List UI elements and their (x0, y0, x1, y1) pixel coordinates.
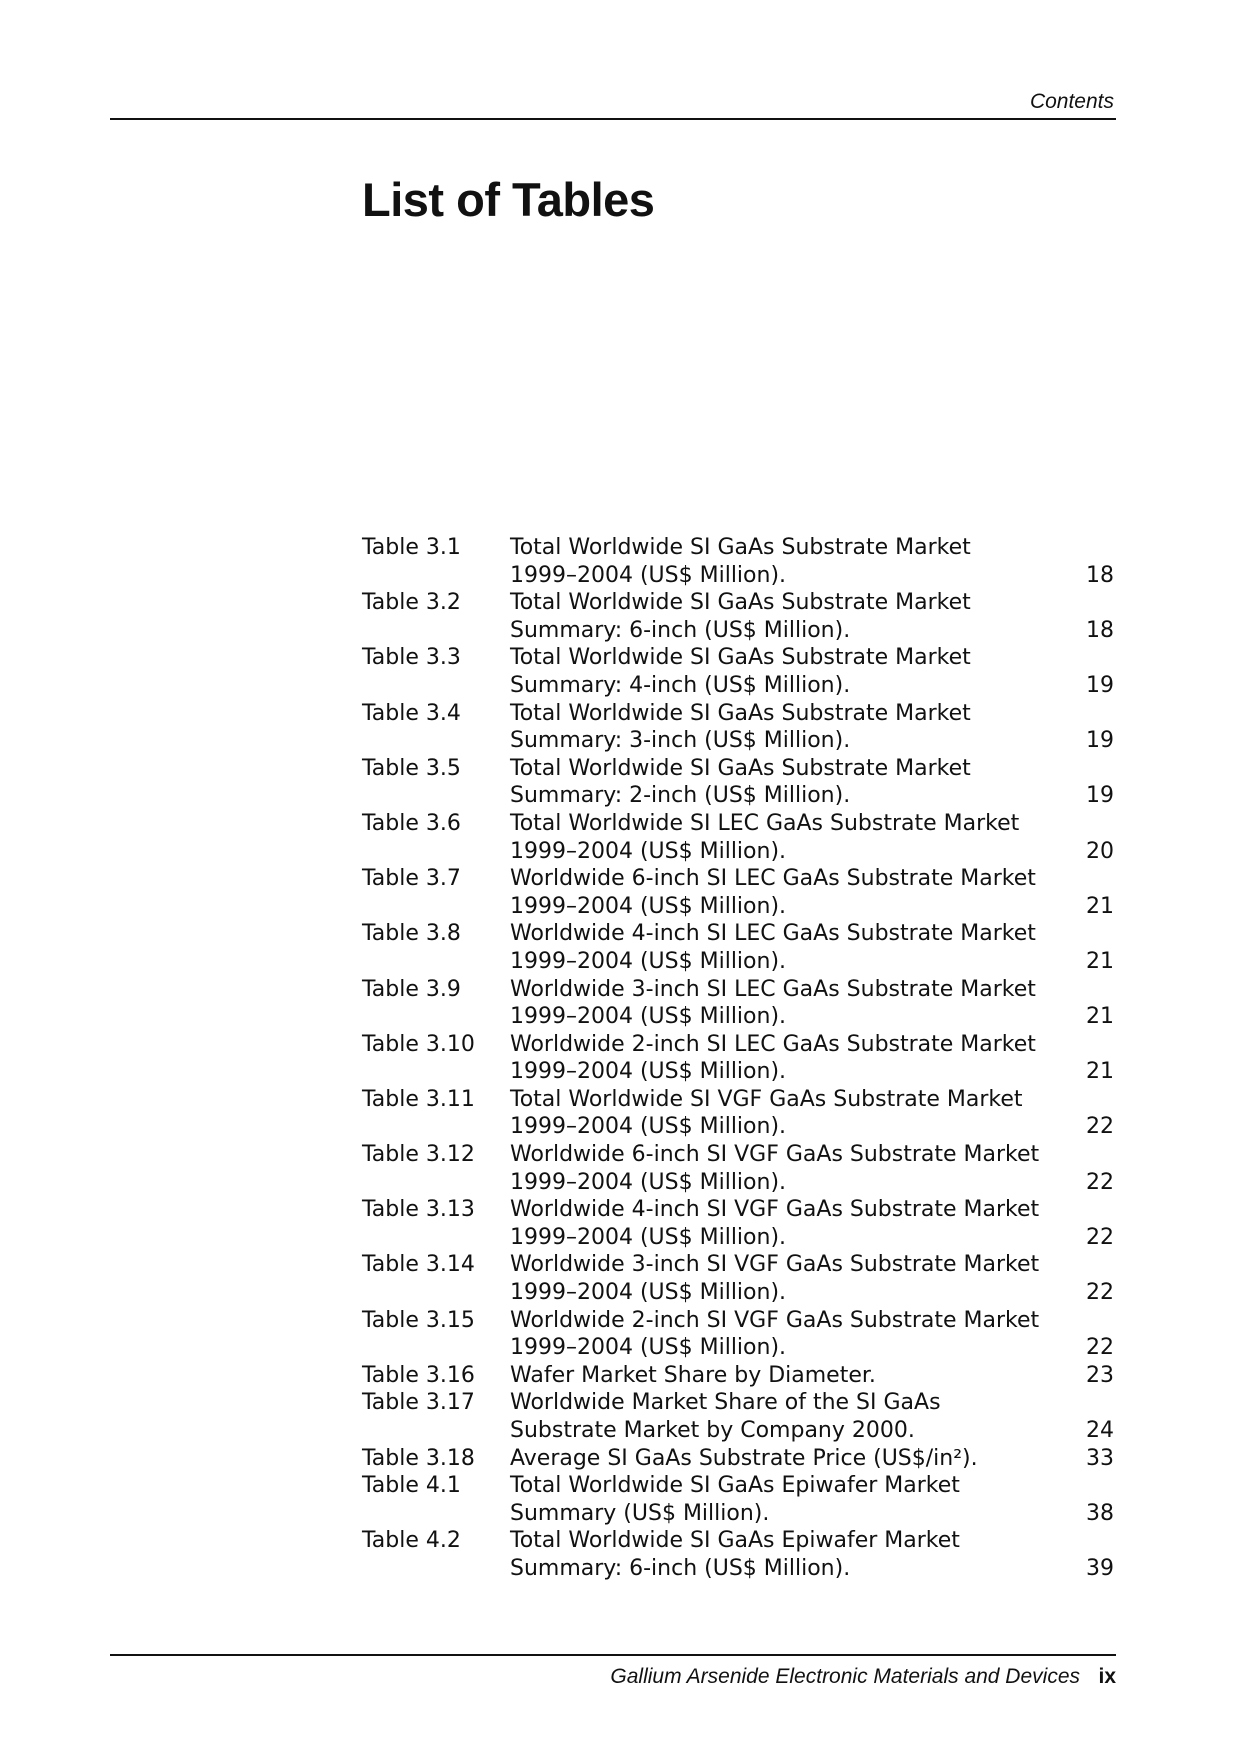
table-caption-line: 1999–2004 (US$ Million). (510, 1280, 787, 1306)
table-caption-line: 1999–2004 (US$ Million). (510, 1169, 787, 1195)
table-caption-line: 1999–2004 (US$ Million). (510, 1059, 787, 1085)
table-entry (362, 1086, 1114, 1141)
table-number: Table 3.18 (362, 1445, 475, 1471)
table-list (362, 534, 1114, 1583)
table-entry (362, 644, 1114, 699)
table-entry (362, 1362, 1114, 1390)
table-entry (362, 589, 1114, 644)
table-caption-line: Worldwide 4-inch SI LEC GaAs Substrate Market (510, 921, 1036, 947)
table-caption-line: Worldwide 3-inch SI LEC GaAs Substrate Market (510, 976, 1036, 1002)
page-number: 38 (1086, 1500, 1114, 1526)
table-caption (510, 644, 1054, 699)
table-entry (362, 976, 1114, 1031)
table-caption-line: Total Worldwide SI GaAs Epiwafer Market (510, 1528, 960, 1554)
table-number: Table 3.11 (362, 1086, 475, 1112)
table-number: Table 3.4 (362, 700, 461, 726)
table-caption-line: Total Worldwide SI GaAs Substrate Market (510, 645, 971, 671)
table-entry (362, 920, 1114, 975)
table-entry (362, 810, 1114, 865)
table-caption (510, 1527, 1054, 1582)
table-caption-line: 1999–2004 (US$ Million). (510, 1004, 787, 1030)
table-number: Table 3.2 (362, 590, 461, 616)
table-caption-line: Summary (US$ Million). (510, 1500, 770, 1526)
table-caption (510, 1086, 1054, 1141)
table-caption-line: Substrate Market by Company 2000. (510, 1418, 915, 1443)
table-caption (510, 1445, 1054, 1473)
table-caption (510, 1196, 1054, 1251)
table-entry (362, 1472, 1114, 1527)
page-number: 18 (1086, 562, 1114, 588)
table-caption (510, 1251, 1054, 1306)
table-number: Table 3.16 (362, 1362, 475, 1388)
table-caption (510, 755, 1054, 810)
table-entry (362, 1251, 1114, 1306)
table-caption (510, 865, 1054, 920)
page-number: 22 (1086, 1224, 1114, 1250)
table-caption-line: Worldwide 4-inch SI VGF GaAs Substrate Market (510, 1197, 1040, 1223)
table-caption (510, 810, 1054, 865)
table-entry (362, 1445, 1114, 1473)
table-caption (510, 1389, 1054, 1444)
table-entry (362, 865, 1114, 920)
table-caption (510, 1141, 1054, 1196)
page-number: 19 (1086, 672, 1114, 698)
table-caption-line: Summary: 3-inch (US$ Million). (510, 728, 851, 754)
table-entry (362, 1389, 1114, 1444)
table-caption-line: 1999–2004 (US$ Million). (510, 948, 787, 974)
page-title: List of Tables (362, 173, 655, 226)
header-rule (110, 118, 1116, 120)
table-number: Table 3.12 (362, 1142, 475, 1168)
page-number: 22 (1086, 1335, 1114, 1361)
table-number: Table 3.9 (362, 976, 461, 1002)
table-caption-line: 1999–2004 (US$ Million). (510, 562, 787, 588)
table-caption-line: Wafer Market Share by Diameter. (510, 1362, 876, 1388)
table-caption-line: Worldwide 3-inch SI VGF GaAs Substrate Market (510, 1252, 1040, 1278)
table-caption-line: Worldwide 6-inch SI LEC GaAs Substrate Market (510, 866, 1036, 892)
table-caption-line: 1999–2004 (US$ Million). (510, 1114, 787, 1140)
page-number: 33 (1086, 1445, 1114, 1471)
table-number: Table 3.3 (362, 645, 461, 671)
page-number: 19 (1086, 783, 1114, 809)
table-number: Table 3.14 (362, 1252, 475, 1278)
table-number: Table 3.8 (362, 921, 461, 947)
table-number: Table 4.2 (362, 1528, 461, 1554)
page-number: 21 (1086, 1004, 1114, 1030)
table-number: Table 3.10 (362, 1031, 475, 1057)
table-caption-line: 1999–2004 (US$ Million). (510, 1335, 787, 1361)
table-caption-line: Total Worldwide SI GaAs Substrate Market (510, 590, 971, 616)
table-caption-line: Summary: 2-inch (US$ Million). (510, 783, 851, 809)
table-caption-line: Total Worldwide SI GaAs Substrate Market (510, 700, 971, 726)
table-caption (510, 1362, 1054, 1390)
page-number: 22 (1086, 1169, 1114, 1195)
page-number: 22 (1086, 1114, 1114, 1140)
table-caption (510, 534, 1054, 589)
table-caption (510, 1031, 1054, 1086)
table-entry (362, 1141, 1114, 1196)
table-caption (510, 976, 1054, 1031)
table-caption-line: Total Worldwide SI GaAs Substrate Market (510, 755, 971, 781)
table-caption-line: Worldwide 2-inch SI VGF GaAs Substrate Market (510, 1307, 1040, 1333)
table-caption (510, 1472, 1054, 1527)
page-number: 24 (1086, 1418, 1114, 1443)
table-number: Table 3.13 (362, 1197, 475, 1223)
table-caption (510, 1307, 1054, 1362)
table-caption-line: 1999–2004 (US$ Million). (510, 893, 787, 919)
table-caption-line: 1999–2004 (US$ Million). (510, 1224, 787, 1250)
page-number: 39 (1086, 1555, 1114, 1581)
page-number: 22 (1086, 1280, 1114, 1306)
table-caption-line: Average SI GaAs Substrate Price (US$/in²). (510, 1445, 978, 1471)
page-number: 18 (1086, 617, 1114, 643)
page-number: 23 (1086, 1362, 1114, 1388)
table-number: Table 3.6 (362, 810, 461, 836)
table-caption (510, 920, 1054, 975)
table-caption-line: Total Worldwide SI GaAs Substrate Market (510, 535, 971, 560)
table-caption-line: Worldwide Market Share of the SI GaAs (510, 1390, 941, 1416)
page-number: 20 (1086, 838, 1114, 864)
table-entry (362, 1031, 1114, 1086)
table-entry (362, 700, 1114, 755)
table-number: Table 3.17 (362, 1390, 475, 1416)
table-caption-line: Worldwide 2-inch SI LEC GaAs Substrate Market (510, 1031, 1036, 1057)
table-entry (362, 1307, 1114, 1362)
table-caption (510, 589, 1054, 644)
page-number: 19 (1086, 728, 1114, 754)
table-entry (362, 755, 1114, 810)
table-entry (362, 534, 1114, 589)
table-entry (362, 1196, 1114, 1251)
table-caption-line: Total Worldwide SI LEC GaAs Substrate Market (510, 810, 1020, 836)
table-number: Table 3.15 (362, 1307, 475, 1333)
table-caption-line: Summary: 4-inch (US$ Million). (510, 672, 851, 698)
table-caption-line: Total Worldwide SI GaAs Epiwafer Market (510, 1473, 960, 1499)
footer-page-number: ix (1098, 1665, 1116, 1688)
table-entry (362, 1527, 1114, 1582)
page-number: 21 (1086, 1059, 1114, 1085)
footer-rule (110, 1654, 1116, 1656)
table-number: Table 3.1 (362, 535, 461, 560)
table-number: Table 4.1 (362, 1473, 461, 1499)
table-caption-line: Worldwide 6-inch SI VGF GaAs Substrate Market (510, 1142, 1040, 1168)
running-header: Contents (1029, 90, 1114, 113)
table-caption-line: Summary: 6-inch (US$ Million). (510, 1555, 851, 1581)
table-caption (510, 700, 1054, 755)
table-caption-line: Summary: 6-inch (US$ Million). (510, 617, 851, 643)
table-number: Table 3.7 (362, 866, 461, 892)
table-number: Table 3.5 (362, 755, 461, 781)
page-number: 21 (1086, 948, 1114, 974)
page-number: 21 (1086, 893, 1114, 919)
table-caption-line: 1999–2004 (US$ Million). (510, 838, 787, 864)
table-caption-line: Total Worldwide SI VGF GaAs Substrate Market (510, 1086, 1023, 1112)
footer-book-title: Gallium Arsenide Electronic Materials and Devices (610, 1665, 1080, 1688)
